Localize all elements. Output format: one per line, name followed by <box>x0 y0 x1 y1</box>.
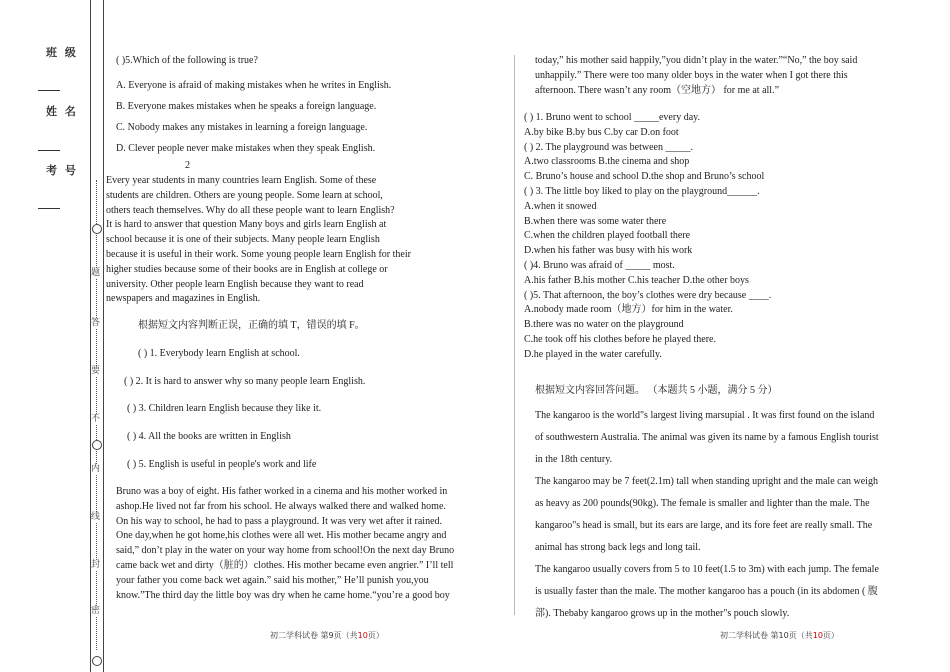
mc-line: ( ) 3. The little boy liked to play on the playground______. <box>524 185 760 197</box>
tf-item-text: ( ) 1. Everybody learn English at school. <box>138 348 300 359</box>
seal-char: 答 <box>91 318 101 328</box>
class-blank-line <box>38 90 60 91</box>
mc-line: C.he took off his clothes before he played there. <box>524 333 716 345</box>
passage-line: afternoon. There wasn’t any room（空地方） for me at all.” <box>535 84 780 96</box>
passage-line: others teach themselves. Why do all these people want to learn English? <box>106 204 395 216</box>
tf-item-text: ( ) 5. English is useful in people's work and life <box>127 459 317 470</box>
bruno-passage-continued <box>535 54 857 98</box>
option: C. Nobody makes any mistakes in learning a foreign language. <box>116 122 368 133</box>
seal-char: 封 <box>91 560 101 570</box>
passage-line: The kangaroo may be 7 feet(2.1m) tall when standing upright and the male can weigh <box>535 476 878 487</box>
mc-line: A.two classrooms B.the cinema and shop <box>524 156 690 168</box>
mc-line: A.nobody made room（地方）for him in the water. <box>524 304 733 316</box>
instruction-text: 根据短文内容回答问题。 （本题共 5 小题，满分 5 分） <box>535 385 778 396</box>
mc-line: A.his father B.his mother C.his teacher D.the other boys <box>524 274 749 286</box>
binding-hole <box>92 656 102 666</box>
option: D. Clever people never make mistakes when they speak English. <box>116 143 376 154</box>
footer-text: 初二学科试卷 第 <box>720 631 779 640</box>
class-label: 班 级 <box>46 46 78 59</box>
section-number-text: 2 <box>185 160 190 171</box>
seal-char: 不 <box>91 414 101 424</box>
binding-strip <box>90 0 104 672</box>
passage-line: is usually faster than the male. The mother kangaroo has a pouch (in its abdomen ( 腹 <box>535 586 878 597</box>
q5-options <box>116 75 391 159</box>
option: B. Everyone makes mistakes when he speaks a foreign language. <box>116 101 377 112</box>
passage-line: came back wet and dirty（脏的）clothes. His mother became even angrier.” I’ll tell <box>116 559 454 571</box>
passage-line: 部). Thebaby kangaroo grows up in the mother"s pouch slowly. <box>535 608 790 619</box>
passage-line: Every year students in many countries learn English. Some of these <box>106 175 377 186</box>
mc-line: D.when his father was busy with his work <box>524 245 693 257</box>
page-footer-left <box>270 630 384 641</box>
footer-text: 页） <box>822 631 839 640</box>
binding-hole <box>92 440 102 450</box>
multiple-choice-questions <box>524 111 771 363</box>
exam-no-label: 考 号 <box>46 164 78 177</box>
passage-line: today,” his mother said happily,”you didn’t play in the water.”“No,” the boy said <box>535 55 858 66</box>
footer-page-number: 10 <box>778 631 789 640</box>
seal-char: 题 <box>91 268 101 278</box>
mc-line: ( ) 2. The playground was between _____. <box>524 141 693 153</box>
mc-line: B.when there was some water there <box>524 215 667 227</box>
tf-instruction <box>138 319 365 334</box>
tf-item-text: ( ) 3. Children learn English because they like it. <box>127 403 322 414</box>
name-label: 姓 名 <box>46 105 78 118</box>
tf-item <box>124 375 365 390</box>
footer-total-pages: 10 <box>357 631 368 640</box>
q5-block <box>116 54 258 69</box>
passage-line: animal has strong back legs and long tail. <box>535 542 701 553</box>
footer-text: 初二学科试卷 第 <box>270 631 329 640</box>
passage-line: school because it is one of their subjects. Many people learn English <box>106 234 380 246</box>
passage-line: university. Other people learn English because they want to read <box>106 278 364 290</box>
passage-line: The kangaroo is the world"s largest living marsupial . It was first found on the island <box>535 410 875 421</box>
passage-line: said,” don’t play in the water on your way home from school!On the next day Bruno <box>116 545 455 557</box>
tf-item-text: ( ) 4. All the books are written in English <box>127 431 291 442</box>
passage-line: of southwestern Australia. The animal was given its name by a famous English tourist <box>535 432 879 443</box>
passage-line: in the 18th century. <box>535 454 613 465</box>
mc-line: D.he played in the water carefully. <box>524 348 662 360</box>
section-number <box>185 159 190 174</box>
passage-line: your father you come back wet again.” said his mother,” He’ll punish you,you <box>116 574 429 586</box>
mc-line: ( ) 1. Bruno went to school _____every day. <box>524 112 700 123</box>
passage-line: students are children. Others are young people. Some learn at school, <box>106 189 383 201</box>
passage-line: On his way to school, he had to pass a playground. It was very wet after it rained. <box>116 515 443 527</box>
mc-line: A.by bike B.by bus C.by car D.on foot <box>524 126 679 138</box>
bruno-passage <box>116 485 454 603</box>
mc-line: C. Bruno’s house and school D.the shop and Bruno’s school <box>524 171 765 183</box>
footer-text: 页（共 <box>788 631 813 640</box>
passage-2 <box>106 174 411 307</box>
kangaroo-passage <box>535 405 879 625</box>
seal-char: 内 <box>91 464 101 474</box>
footer-page-number: 9 <box>328 631 334 640</box>
tf-item <box>138 347 300 362</box>
tf-item <box>127 402 321 417</box>
tf-item-text: ( ) 2. It is hard to answer why so many people learn English. <box>124 376 366 387</box>
passage-line: because it is useful in their work. Some young people learn English for their <box>106 248 411 260</box>
instruction-text: 根据短文内容判断正误，正确的填 T，错误的填 F。 <box>138 320 365 331</box>
passage-line: as heavy as 200 pounds(90kg). The female is smaller and lighter than the male. The <box>535 498 870 509</box>
passage-line: higher studies because some of their books are in English at college or <box>106 263 388 275</box>
passage-line: ashop.He lived not far from his school. He always walked there and walked home. <box>116 500 446 512</box>
name-blank-line <box>38 150 60 151</box>
exam-no-blank-line <box>38 208 60 209</box>
passage-line: It is hard to answer that question Many boys and girls learn English at <box>106 219 387 231</box>
mc-line: ( )4. Bruno was afraid of _____ most. <box>524 259 675 271</box>
passage-line: unhappily.” There were too many older boys in the water when I got there this <box>535 69 848 81</box>
mc-line: A.when it snowed <box>524 200 597 212</box>
binding-hole <box>92 224 102 234</box>
footer-total-pages: 10 <box>812 631 823 640</box>
passage-line: Bruno was a boy of eight. His father worked in a cinema and his mother worked in <box>116 486 448 497</box>
footer-text: 页） <box>367 631 384 640</box>
seal-char: 密 <box>91 606 101 616</box>
mc-line: ( )5. That afternoon, the boy’s clothes were dry because ____. <box>524 289 772 301</box>
column-divider <box>514 55 515 615</box>
seal-char: 线 <box>91 512 101 522</box>
mc-line: B.there was no water on the playground <box>524 319 684 331</box>
footer-text: 页（共 <box>333 631 358 640</box>
question-stem: ( )5.Which of the following is true? <box>116 55 258 66</box>
mc-line: C.when the children played football there <box>524 230 691 242</box>
passage-line: The kangaroo usually covers from 5 to 10 feet(1.5 to 3m) with each jump. The female <box>535 564 879 575</box>
passage-line: kangaroo"s head is small, but its ears are large, and its fore feet are really small. The <box>535 520 873 531</box>
page-footer-right <box>720 630 839 641</box>
seal-char: 要 <box>91 366 101 376</box>
tf-item <box>127 458 316 473</box>
binding-margin <box>0 0 90 672</box>
qa-instruction <box>535 384 778 399</box>
passage-line: One day,when he got home,his clothes were all wet. His mother became angry and <box>116 530 447 542</box>
tf-item <box>127 430 291 445</box>
passage-line: know.”The third day the little boy was dry when he came home.“you’re a good boy <box>116 589 450 601</box>
option: A. Everyone is afraid of making mistakes when he writes in English. <box>116 80 392 91</box>
passage-line: newspapers and magazines in English. <box>106 293 261 305</box>
